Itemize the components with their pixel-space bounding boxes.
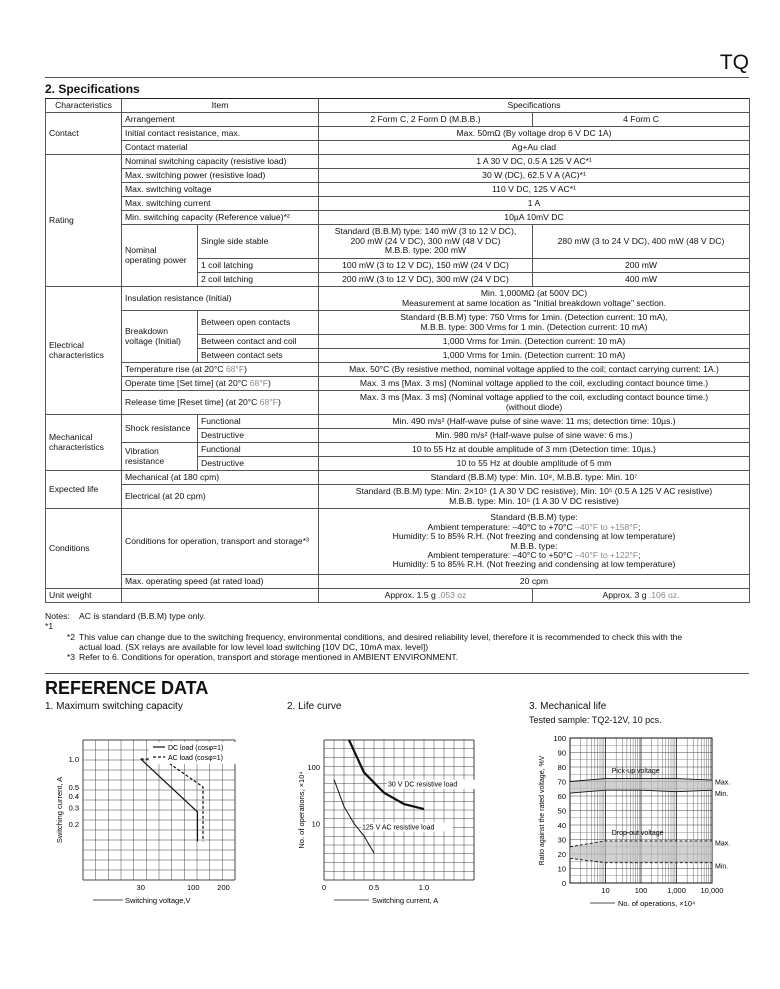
item-cell: 2 coil latching (198, 273, 319, 287)
note-3 (45, 652, 749, 662)
item-cell: Max. operating speed (at rated load) (122, 575, 319, 589)
value-text: Ambient temperature: –40°C to +70°C (427, 521, 576, 532)
table-row (46, 113, 750, 127)
y-tick-label: 1.0 (68, 754, 79, 764)
item-text: Temperature rise (at 20°C (125, 363, 226, 374)
group-label: Expected life (46, 471, 122, 509)
chart2-life-curve (292, 735, 492, 905)
value-cell: 400 mW (533, 273, 750, 287)
specifications-table (45, 98, 750, 603)
y-tick-label: 90 (557, 748, 566, 758)
y-axis-label: Ratio against the rated voltage, %V (539, 755, 546, 866)
y-axis-label: No. of operations, ×10⁴ (297, 771, 306, 849)
table-row (46, 575, 750, 589)
value-cell (319, 509, 750, 575)
value-cell: 10µA 10mV DC (319, 211, 750, 225)
item-cell: Contact material (122, 141, 319, 155)
item-cell: Initial contact resistance, max. (122, 127, 319, 141)
group-label: Mechanical characteristics (46, 415, 122, 471)
table-row (46, 287, 750, 311)
y-tick-label: 30 (557, 835, 566, 845)
x-tick-label: 0.5 (368, 883, 380, 892)
item-cell: Arrangement (122, 113, 319, 127)
item-text: Release time [Reset time] (at 20°C (125, 396, 260, 407)
value-cell (319, 287, 750, 311)
note-key: Notes: *1 (45, 611, 70, 632)
series-line-0 (349, 740, 424, 809)
value-cell: 100 mW (3 to 12 V DC), 150 mW (24 V DC) (319, 259, 533, 273)
value-line: (without diode) (505, 401, 563, 412)
y-tick-label: 50 (557, 806, 566, 816)
x-tick-label: 100 (187, 883, 200, 892)
x-tick-label: 100 (634, 886, 648, 895)
value-cell: 200 mW (533, 259, 750, 273)
value-cell: 30 W (DC), 62.5 V A (AC)*¹ (319, 169, 750, 183)
item-cell: Electrical (at 20 cpm) (122, 485, 319, 509)
x-tick-label: 30 (136, 883, 145, 892)
value-cell (319, 391, 750, 415)
table-row (46, 485, 750, 509)
brand-title: TQ (719, 51, 749, 74)
value-cell: Min. 490 m/s² (Half-wave pulse of sine wave: 11 ms; detection time: 10µs.) (319, 415, 750, 429)
y-tick-label: 0 (561, 879, 566, 888)
table-row (46, 471, 750, 485)
item-cell: Conditions for operation, transport and storage*³ (122, 509, 319, 575)
imperial-value: .106 oz. (648, 589, 680, 600)
note-2-cont: actual load. (SX relays are available for low level load switching [10V DC, 10mA max. level]) (79, 641, 429, 652)
annotation-max: Max. (715, 840, 731, 848)
table-row (46, 377, 750, 391)
dropout-band (570, 841, 712, 863)
table-row (46, 391, 750, 415)
note-1 (45, 611, 749, 632)
legend-label: AC load (cosφ=1) (168, 755, 223, 762)
y-tick-label: 10 (311, 819, 320, 829)
chart3-mechanical-life (530, 730, 740, 908)
value-cell: 1 A (319, 197, 750, 211)
group-label: Electrical characteristics (46, 287, 122, 415)
annotation-min: Min. (715, 791, 729, 799)
item-text: ) (244, 363, 247, 374)
table-row (46, 99, 750, 113)
item-cell: Between contact sets (198, 349, 319, 363)
value-line: M.B.B. type: 300 Vrms for 1 min. (Detection current: 10 mA) (420, 321, 648, 332)
header-cell: Specifications (319, 99, 750, 113)
imperial-value: 68°F (259, 396, 279, 407)
group-label: Conditions (46, 509, 122, 589)
value-text: ; (638, 549, 641, 560)
value-cell: 10 to 55 Hz at double amplitude of 3 mm (Detection time: 10µs.) (319, 443, 750, 457)
table-row (46, 211, 750, 225)
annotation-pickup: Pick-up voltage (611, 767, 660, 775)
divider (45, 77, 749, 78)
value-line: Standard (B.B.M) type: (490, 512, 578, 523)
item-text: ) (278, 396, 281, 407)
table-row (46, 183, 750, 197)
value-cell: 20 cpm (319, 575, 750, 589)
notes (45, 611, 749, 663)
item-cell: Destructive (198, 457, 319, 471)
y-tick-label: 70 (557, 777, 566, 787)
item-cell: Max. switching current (122, 197, 319, 211)
table-row (46, 363, 750, 377)
x-axis-label: No. of operations, ×10⁴ (618, 899, 696, 908)
group-label: Contact (46, 113, 122, 155)
x-axis-label: Switching voltage,V (125, 896, 191, 905)
value-cell (319, 311, 750, 335)
table-row (46, 141, 750, 155)
y-tick-label: 40 (557, 821, 566, 830)
imperial-value: .053 oz (438, 589, 467, 600)
subgroup-label: Breakdown voltage (Initial) (122, 311, 198, 363)
item-text: Operate time [Set time] (at 20°C (125, 377, 250, 388)
item-cell (122, 589, 319, 603)
value-cell (319, 485, 750, 509)
x-axis-label: Switching current, A (372, 896, 439, 905)
note-text: This value can change due to the switching frequency, environmental conditions, and desired reliability level, therefore it is recommended to check this with the (79, 631, 683, 642)
value-line: Measurement at same location as "Initial breakdown voltage" section. (401, 297, 667, 308)
series-label: 30 V DC resistive load (388, 781, 458, 789)
value-cell (319, 225, 533, 259)
annotation-max: Max. (715, 779, 731, 787)
value-cell: Ag+Au clad (319, 141, 750, 155)
value-line: Humidity: 5 to 85% R.H. (Not freezing and condensing at low temperature) (392, 559, 676, 570)
group-label: Unit weight (46, 589, 122, 603)
item-cell (122, 377, 319, 391)
item-cell: Insulation resistance (Initial) (122, 287, 319, 311)
x-tick-label: 1.0 (418, 883, 430, 892)
value-line: M.B.B. type: (510, 540, 558, 551)
x-tick-label: 10 (601, 886, 610, 895)
y-tick-label: 80 (557, 763, 566, 772)
subgroup-label: Nominal operating power (122, 225, 198, 287)
item-cell: Mechanical (at 180 cpm) (122, 471, 319, 485)
group-label: Rating (46, 155, 122, 287)
value-line: 200 mW (24 V DC), 300 mW (48 V DC) (350, 235, 501, 246)
reference-title: REFERENCE DATA (45, 678, 209, 698)
table-row (46, 127, 750, 141)
value-line: Standard (B.B.M) type: Min. 2×10⁵ (1 A 30 V DC resistive), Min. 10⁵ (0.5 A 125 V AC resistive) (355, 486, 713, 497)
header-cell: Characteristics (46, 99, 122, 113)
legend-label: DC load (cosφ=1) (168, 745, 224, 752)
value-cell: 1,000 Vrms for 1min. (Detection current: 10 mA) (319, 349, 750, 363)
table-row (46, 169, 750, 183)
note-text: Refer to 6. Conditions for operation, transport and storage mentioned in AMBIENT ENVIRONMENT. (79, 652, 459, 663)
value-line: M.B.B. type: 200 mW (384, 245, 467, 256)
note-key: *3 (66, 652, 75, 663)
value-line: Humidity: 5 to 85% R.H. (Not freezing and condensing at low temperature) (392, 531, 676, 542)
note-key: *2 (66, 631, 75, 642)
value-line: Min. 1,000MΩ (at 500V DC) (480, 288, 588, 299)
y-axis-label: Switching current, A (55, 776, 64, 844)
y-tick-label: 60 (557, 792, 566, 801)
subgroup-label: Shock resistance (122, 415, 198, 443)
table-row (46, 415, 750, 429)
divider (45, 673, 749, 674)
y-tick-label: 20 (557, 850, 566, 859)
x-tick-label: 10,000 (700, 886, 724, 895)
item-cell: 1 coil latching (198, 259, 319, 273)
value-line: Standard (B.B.M) type: 140 mW (3 to 12 V DC), (334, 226, 517, 237)
item-cell: Max. switching voltage (122, 183, 319, 197)
value-text: Approx. 3 g (602, 589, 649, 600)
value-text: Approx. 1.5 g (384, 589, 439, 600)
value-cell: 10 to 55 Hz at double amplitude of 5 mm (319, 457, 750, 471)
x-tick-label: 1,000 (667, 886, 686, 895)
value-cell (319, 589, 533, 603)
table-row (46, 589, 750, 603)
item-cell: Between open contacts (198, 311, 319, 335)
y-tick-label: 0.4 (68, 792, 79, 801)
value-text: ; (638, 521, 641, 532)
chart1-title: 1. Maximum switching capacity (45, 701, 183, 712)
item-text: ) (268, 377, 271, 388)
value-cell: Standard (B.B.M) type: Min. 10⁸, M.B.B. type: Min. 10⁷ (319, 471, 750, 485)
value-cell (533, 589, 750, 603)
subgroup-label: Vibration resistance (122, 443, 198, 471)
table-row (46, 155, 750, 169)
value-cell: 4 Form C (533, 113, 750, 127)
chart2-title: 2. Life curve (287, 701, 342, 712)
value-cell: 110 V DC, 125 V AC*¹ (319, 183, 750, 197)
y-tick-label: 10 (557, 864, 566, 874)
value-cell: Max. 50mΩ (By voltage drop 6 V DC 1A) (319, 127, 750, 141)
chart1-max-switching-capacity (50, 735, 250, 905)
note-text: AC is standard (B.B.M) type only. (79, 611, 206, 621)
annotation-dropout: Drop-out voltage (611, 830, 664, 838)
value-cell: 1,000 Vrms for 1min. (Detection current: 10 mA) (319, 335, 750, 349)
y-tick-label: 100 (307, 762, 320, 772)
table-row (46, 197, 750, 211)
item-cell: Functional (198, 443, 319, 457)
value-cell: 200 mW (3 to 12 V DC), 300 mW (24 V DC) (319, 273, 533, 287)
item-cell: Nominal switching capacity (resistive load) (122, 155, 319, 169)
item-cell (122, 363, 319, 377)
y-tick-label: 0.5 (68, 782, 79, 792)
note-2 (45, 632, 749, 642)
item-cell: Destructive (198, 429, 319, 443)
item-cell (122, 391, 319, 415)
item-cell: Between contact and coil (198, 335, 319, 349)
value-text: Ambient temperature: –40°C to +50°C (427, 549, 576, 560)
value-cell: 280 mW (3 to 24 V DC), 400 mW (48 V DC) (533, 225, 750, 259)
series-label: 125 V AC resistive load (362, 824, 435, 832)
value-line: Standard (B.B.M) type: 750 Vrms for 1min. (Detection current: 10 mA), (400, 312, 668, 323)
item-cell: Functional (198, 415, 319, 429)
value-line: Max. 3 ms [Max. 3 ms] (Nominal voltage applied to the coil, excluding contact bounce time.) (359, 392, 709, 403)
chart3-subtitle: Tested sample: TQ2-12V, 10 pcs. (529, 715, 662, 725)
x-tick-label: 200 (217, 883, 230, 892)
y-tick-label: 100 (553, 734, 566, 743)
imperial-value: –40°F to +122°F (575, 549, 639, 560)
table-row (46, 443, 750, 457)
item-cell: Min. switching capacity (Reference value)*² (122, 211, 319, 225)
annotation-min: Min. (715, 863, 729, 871)
value-line: M.B.B. type: Min. 10⁵ (1 A 30 V DC resistive) (449, 495, 619, 506)
value-cell: Max. 3 ms [Max. 3 ms] (Nominal voltage applied to the coil, excluding contact bounce time.) (319, 377, 750, 391)
table-row (46, 509, 750, 575)
chart3-marks (539, 734, 730, 908)
value-cell: Max. 50°C (By resistive method, nominal voltage applied to the coil; contact carrying current: 1A.) (319, 363, 750, 377)
table-row (46, 311, 750, 335)
value-cell: 2 Form C, 2 Form D (M.B.B.) (319, 113, 533, 127)
item-cell: Single side stable (198, 225, 319, 259)
imperial-value: 68°F (225, 363, 245, 374)
table-row (46, 225, 750, 259)
section-title: 2. Specifications (45, 82, 140, 96)
y-tick-label: 0.2 (68, 820, 79, 829)
header-cell: Item (122, 99, 319, 113)
item-cell: Max. switching power (resistive load) (122, 169, 319, 183)
value-cell: Min. 980 m/s² (Half-wave pulse of sine wave: 6 ms.) (319, 429, 750, 443)
value-cell: 1 A 30 V DC, 0.5 A 125 V AC*¹ (319, 155, 750, 169)
chart3-title: 3. Mechanical life (529, 701, 607, 712)
imperial-value: –40°F to +158°F (575, 521, 639, 532)
y-tick-label: 0.3 (68, 803, 79, 813)
x-tick-label: 0 (321, 883, 327, 892)
imperial-value: 68°F (249, 377, 269, 388)
